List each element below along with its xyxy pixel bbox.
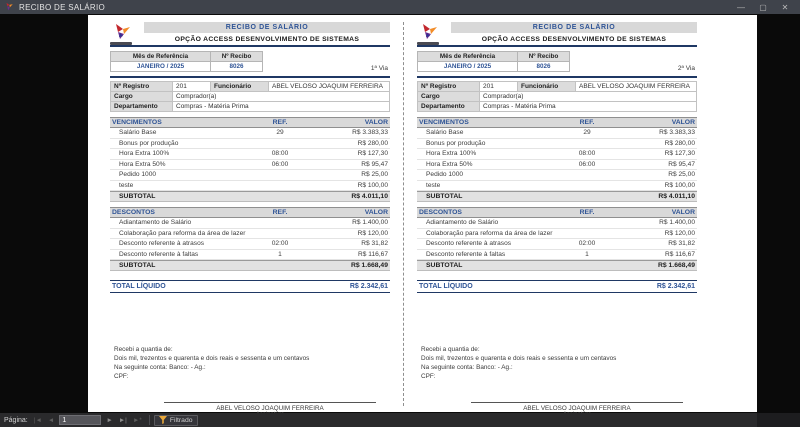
divider-rule	[417, 76, 697, 78]
receipt-header	[417, 22, 697, 45]
line-item-ref: 29	[276, 129, 284, 137]
funcionario-value: ABEL VELOSO JOAQUIM FERREIRA	[269, 82, 390, 92]
receipt-title: RECIBO DE SALÁRIO	[532, 24, 616, 31]
line-item-row	[417, 218, 697, 229]
line-item-row	[417, 128, 697, 139]
vencimentos-subtotal-row	[417, 191, 697, 202]
ref-month-header: Mês de Referência	[111, 52, 211, 62]
receipt-copy-2	[417, 22, 697, 412]
descontos-subtotal-value: R$ 1.668,49	[350, 262, 388, 269]
line-item-desc: Colaboração para reforma da área de lazer	[426, 229, 553, 237]
company-logo	[110, 22, 144, 45]
vencimentos-subtotal-row	[110, 191, 390, 202]
conta-line: Na seguinte conta: Banco: - Ag.:	[114, 364, 206, 371]
line-item-valor: R$ 3.383,33	[352, 129, 388, 137]
registro-value: 201	[480, 82, 518, 92]
line-item-row	[417, 229, 697, 240]
next-page-button[interactable]: ►	[106, 416, 113, 424]
new-record-button[interactable]: ►*	[132, 416, 142, 424]
ref-receipt-no-value: 8026	[518, 62, 570, 72]
cargo-value: Comprador(a)	[480, 92, 697, 102]
hummingbird-logo-icon	[417, 23, 441, 40]
line-item-desc: teste	[426, 181, 441, 189]
last-page-button[interactable]: ►|	[118, 416, 127, 424]
line-item-valor: R$ 127,30	[664, 150, 695, 158]
conta-line: Na seguinte conta: Banco: - Ag.:	[421, 364, 513, 371]
line-item-row	[110, 229, 390, 240]
cpf-line: CPF:	[421, 373, 436, 380]
subtotal-label: SUBTOTAL	[426, 193, 463, 200]
line-item-ref: 1	[278, 250, 282, 258]
subtotal-label: SUBTOTAL	[426, 262, 463, 269]
line-item-desc: Salário Base	[426, 129, 464, 137]
filter-label: Filtrado	[169, 416, 193, 424]
ref-receipt-no-header: Nº Recibo	[211, 52, 263, 62]
descontos-rows	[110, 218, 390, 260]
line-item-row	[110, 149, 390, 160]
valor-column-header: VALOR	[671, 119, 695, 126]
total-liquido-label: TOTAL LÍQUIDO	[112, 283, 166, 290]
line-item-row	[417, 149, 697, 160]
vencimentos-subtotal-value: R$ 4.011,10	[658, 193, 695, 200]
close-button[interactable]: ✕	[781, 2, 789, 12]
ref-column-header: REF.	[579, 209, 595, 216]
funcionario-label: Funcionário	[211, 82, 269, 92]
line-item-valor: R$ 116,67	[665, 250, 695, 258]
statusbar-end-cap	[757, 413, 800, 427]
descontos-subtotal-value: R$ 1.668,49	[657, 262, 695, 269]
descontos-subtotal-row	[110, 260, 390, 271]
line-item-desc: Desconto referente à faltas	[426, 250, 506, 258]
receipt-header	[110, 22, 390, 45]
line-item-valor: R$ 95,47	[668, 160, 695, 168]
descontos-section-header	[417, 207, 697, 218]
divider-rule	[110, 45, 390, 47]
line-item-desc: Hora Extra 50%	[119, 160, 166, 168]
line-item-valor: R$ 116,67	[358, 250, 388, 258]
cut-line	[390, 22, 417, 412]
line-item-row	[110, 218, 390, 229]
descontos-subtotal-row	[417, 260, 697, 271]
logo-wordmark	[417, 42, 439, 45]
line-item-row	[110, 170, 390, 181]
maximize-button[interactable]: ▢	[759, 2, 767, 12]
line-item-valor: R$ 280,00	[664, 139, 695, 147]
ref-column-header: REF.	[272, 209, 288, 216]
registro-label: Nº Registro	[111, 82, 173, 92]
line-item-desc: Desconto referente à faltas	[119, 250, 199, 258]
line-item-valor: R$ 25,00	[668, 171, 695, 179]
ref-column-header: REF.	[579, 119, 595, 126]
valor-extenso-line: Dois mil, trezentos e quarenta e dois reais e sessenta e um centavos	[421, 355, 617, 362]
line-item-ref: 1	[585, 250, 589, 258]
ref-month-header: Mês de Referência	[418, 52, 518, 62]
line-item-desc: Salário Base	[119, 129, 157, 137]
line-item-desc: Hora Extra 50%	[426, 160, 473, 168]
line-item-valor: R$ 3.383,33	[659, 129, 695, 137]
line-item-row	[110, 181, 390, 192]
line-item-valor: R$ 100,00	[357, 181, 388, 189]
reference-table	[417, 51, 570, 72]
cargo-label: Cargo	[418, 92, 480, 102]
line-item-row	[110, 239, 390, 250]
line-item-valor: R$ 1.400,00	[352, 219, 388, 227]
total-liquido-row	[110, 280, 390, 293]
subtotal-label: SUBTOTAL	[119, 262, 156, 269]
registro-label: Nº Registro	[418, 82, 480, 92]
signature-name: ABEL VELOSO JOAQUIM FERREIRA	[523, 405, 631, 412]
receipt-copy-1	[110, 22, 390, 412]
line-item-valor: R$ 25,00	[361, 171, 388, 179]
line-item-desc: Hora Extra 100%	[426, 150, 477, 158]
funnel-icon	[159, 416, 167, 424]
vencimentos-section-header	[110, 117, 390, 128]
company-name: OPÇÃO ACCESS DESENVOLVIMENTO DE SISTEMAS	[481, 35, 667, 43]
funcionario-label: Funcionário	[518, 82, 576, 92]
window-title: RECIBO DE SALÁRIO	[19, 2, 106, 12]
line-item-valor: R$ 120,00	[664, 229, 695, 237]
ref-month-value: JANEIRO / 2025	[111, 62, 211, 72]
employee-table	[417, 81, 697, 112]
line-item-row	[417, 160, 697, 171]
subtotal-label: SUBTOTAL	[119, 193, 156, 200]
line-item-desc: Desconto referente à atrasos	[119, 240, 205, 248]
page-nav-label: Página:	[4, 416, 28, 424]
line-item-desc: Adiantamento de Salário	[119, 219, 192, 227]
vencimentos-rows	[110, 128, 390, 191]
recebi-line: Recebi a quantia de:	[421, 346, 480, 353]
descontos-title: DESCONTOS	[112, 209, 155, 216]
line-item-valor: R$ 95,47	[361, 160, 388, 168]
line-item-valor: R$ 120,00	[357, 229, 388, 237]
previous-page-button[interactable]: ◄	[47, 416, 55, 424]
line-item-valor: R$ 127,30	[357, 150, 388, 158]
line-item-desc: Pedido 1000	[119, 171, 157, 179]
receipt-title-band	[451, 22, 697, 33]
filter-toggle[interactable]	[154, 415, 198, 426]
receipt-title: RECIBO DE SALÁRIO	[225, 24, 309, 31]
report-viewport	[0, 14, 800, 413]
valor-extenso-line: Dois mil, trezentos e quarenta e dois reais e sessenta e um centavos	[114, 355, 310, 362]
line-item-valor: R$ 31,82	[668, 240, 695, 248]
line-item-desc: Bonus por produção	[426, 139, 486, 147]
cargo-value: Comprador(a)	[173, 92, 390, 102]
line-item-desc: Colaboração para reforma da área de lazer	[119, 229, 246, 237]
receipt-footer	[417, 345, 697, 381]
report-page	[88, 15, 757, 412]
statusbar-separator	[149, 415, 150, 425]
departamento-value: Compras - Matéria Prima	[480, 102, 697, 112]
line-item-row	[417, 239, 697, 250]
descontos-section-header	[110, 207, 390, 218]
vencimentos-section-header	[417, 117, 697, 128]
line-item-valor: R$ 1.400,00	[659, 219, 695, 227]
reference-table	[110, 51, 263, 72]
vencimentos-rows	[417, 128, 697, 191]
first-page-button[interactable]: |◄	[33, 416, 42, 424]
line-item-ref: 08:00	[271, 150, 289, 158]
hummingbird-logo-icon	[110, 23, 134, 40]
vencimentos-title: VENCIMENTOS	[419, 119, 469, 126]
minimize-button[interactable]: —	[737, 2, 745, 12]
line-item-ref: 02:00	[578, 240, 596, 248]
via-label: 1ª Via	[370, 65, 388, 72]
receipt-title-band	[144, 22, 390, 33]
funcionario-value: ABEL VELOSO JOAQUIM FERREIRA	[576, 82, 697, 92]
via-label: 2ª Via	[677, 65, 695, 72]
total-liquido-row	[417, 280, 697, 293]
ref-column-header: REF.	[272, 119, 288, 126]
line-item-desc: Adiantamento de Salário	[426, 219, 499, 227]
line-item-ref: 06:00	[271, 160, 289, 168]
departamento-label: Departamento	[418, 102, 480, 112]
ref-receipt-no-header: Nº Recibo	[518, 52, 570, 62]
line-item-ref: 02:00	[271, 240, 289, 248]
app-icon	[4, 2, 14, 12]
vencimentos-title: VENCIMENTOS	[112, 119, 162, 126]
valor-column-header: VALOR	[364, 209, 388, 216]
company-name: OPÇÃO ACCESS DESENVOLVIMENTO DE SISTEMAS	[174, 35, 360, 43]
line-item-ref: 29	[583, 129, 591, 137]
line-item-valor: R$ 31,82	[361, 240, 388, 248]
valor-column-header: VALOR	[671, 209, 695, 216]
company-logo	[417, 22, 451, 45]
line-item-desc: Pedido 1000	[426, 171, 464, 179]
logo-wordmark	[110, 42, 132, 45]
line-item-row	[417, 139, 697, 150]
titlebar	[0, 0, 800, 14]
line-item-desc: Bonus por produção	[119, 139, 179, 147]
cpf-line: CPF:	[114, 373, 129, 380]
signature-line	[164, 402, 376, 403]
total-liquido-value: R$ 2.342,61	[656, 283, 695, 290]
line-item-row	[110, 128, 390, 139]
line-item-row	[417, 181, 697, 192]
current-page-input[interactable]	[59, 415, 101, 425]
registro-value: 201	[173, 82, 211, 92]
receipt-footer	[110, 345, 390, 381]
total-liquido-label: TOTAL LÍQUIDO	[419, 283, 473, 290]
line-item-desc: Desconto referente à atrasos	[426, 240, 512, 248]
line-item-ref: 08:00	[578, 150, 596, 158]
descontos-title: DESCONTOS	[419, 209, 462, 216]
line-item-row	[110, 139, 390, 150]
line-item-row	[110, 250, 390, 261]
employee-table	[110, 81, 390, 112]
ref-month-value: JANEIRO / 2025	[418, 62, 518, 72]
line-item-row	[417, 170, 697, 181]
line-item-desc: Hora Extra 100%	[119, 150, 170, 158]
valor-column-header: VALOR	[364, 119, 388, 126]
departamento-label: Departamento	[111, 102, 173, 112]
line-item-valor: R$ 280,00	[357, 139, 388, 147]
descontos-rows	[417, 218, 697, 260]
line-item-desc: teste	[119, 181, 134, 189]
total-liquido-value: R$ 2.342,61	[349, 283, 388, 290]
vencimentos-subtotal-value: R$ 4.011,10	[351, 193, 388, 200]
divider-rule	[417, 45, 697, 47]
ref-receipt-no-value: 8026	[211, 62, 263, 72]
line-item-row	[110, 160, 390, 171]
statusbar	[0, 413, 800, 427]
cargo-label: Cargo	[111, 92, 173, 102]
recebi-line: Recebi a quantia de:	[114, 346, 173, 353]
line-item-ref: 06:00	[578, 160, 596, 168]
line-item-valor: R$ 100,00	[664, 181, 695, 189]
signature-line	[471, 402, 683, 403]
line-item-row	[417, 250, 697, 261]
divider-rule	[110, 76, 390, 78]
departamento-value: Compras - Matéria Prima	[173, 102, 390, 112]
signature-name: ABEL VELOSO JOAQUIM FERREIRA	[216, 405, 324, 412]
